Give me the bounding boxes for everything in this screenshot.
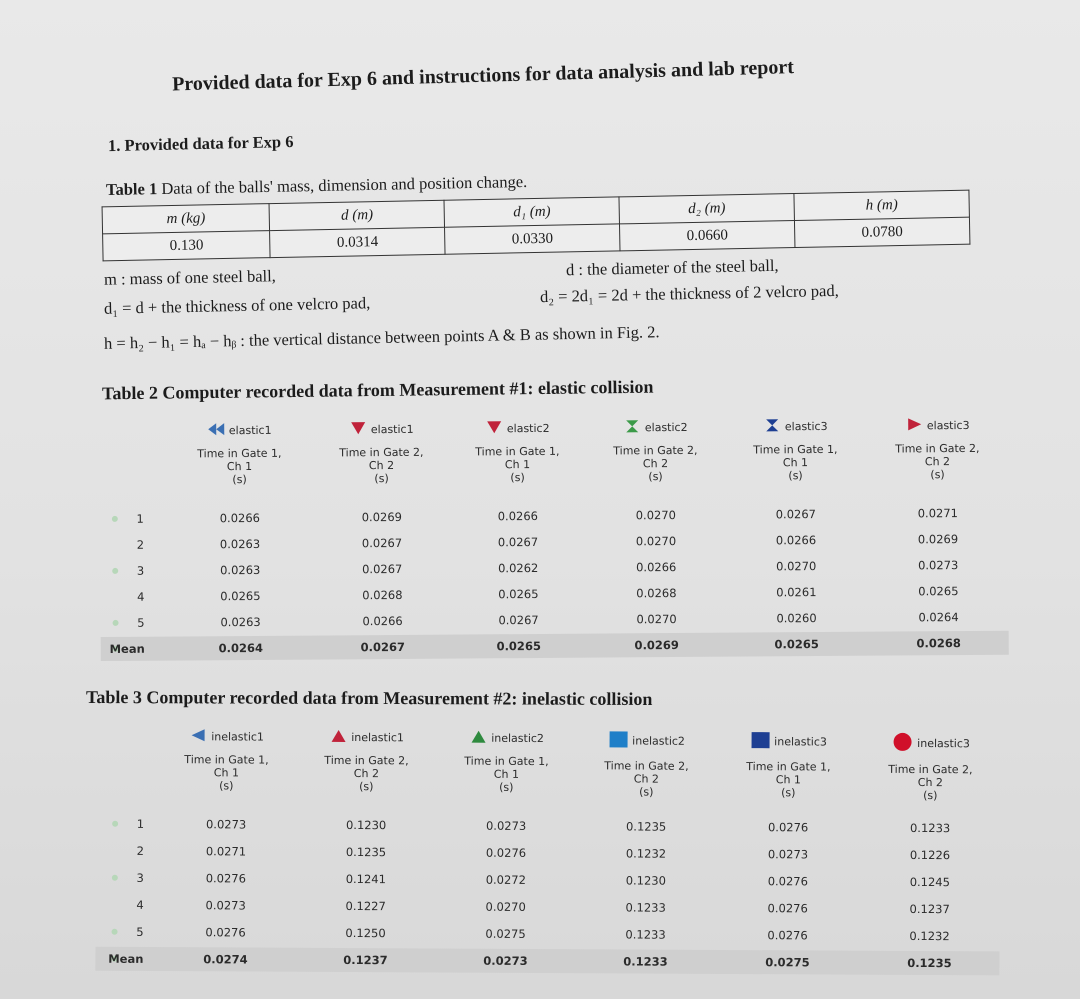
table-cell: 0.0270 (635, 534, 677, 549)
column-header (179, 422, 299, 487)
column-label-line: (s) (923, 789, 938, 803)
table-cell: 0.1233 (623, 954, 668, 969)
table-cell: 0.0274 (203, 952, 248, 967)
column-header (728, 731, 848, 800)
table-cell: 0.1235 (625, 819, 667, 834)
legend-entry (877, 417, 997, 435)
row-index: 1 (136, 816, 145, 831)
table-cell: 0.1250 (345, 926, 386, 941)
column-label-line: (s) (781, 786, 796, 800)
column-label-line: (s) (499, 780, 514, 794)
table-row (96, 839, 1000, 868)
column-label (321, 446, 441, 486)
table2-caption-text: Computer recorded data from Measurement #1: elastic collision (157, 376, 654, 403)
column-label-line: Time in Gate 1, (184, 753, 269, 767)
legend-entry (321, 421, 441, 439)
legend-label: elastic1 (370, 422, 414, 437)
column-label-line: (s) (648, 470, 663, 484)
table-cell: 0.0271 (917, 506, 958, 521)
table1-cell: 0.0330 (445, 224, 620, 254)
legend-entry (307, 729, 427, 747)
column-label-line: (s) (232, 473, 247, 487)
table-row (100, 527, 1008, 557)
table1-caption (106, 172, 528, 200)
column-label-line: Time in Gate 2, (604, 759, 689, 773)
row-index: 5 (137, 615, 145, 630)
row-index: 3 (136, 563, 145, 578)
legend-label: elastic1 (228, 423, 272, 438)
table-cell: 0.1226 (909, 847, 951, 863)
table-cell: 0.0265 (498, 586, 539, 602)
legend-label: elastic2 (644, 420, 688, 435)
table-row (96, 920, 1000, 949)
note-d1: d₁ = d + the thickness of one velcro pad, (103, 293, 371, 318)
table-cell: 0.0265 (918, 584, 959, 599)
column-label (179, 447, 299, 487)
column-label-line: (s) (219, 779, 234, 793)
legend-entry (595, 419, 715, 437)
column-header (306, 729, 426, 794)
table-cell: 0.1233 (625, 927, 666, 942)
table-cell: 0.0270 (636, 612, 677, 627)
table-cell: 0.1233 (909, 820, 951, 836)
row-index: 1 (136, 511, 144, 526)
column-label-line: Ch 1 (782, 456, 809, 470)
column-label-line: Ch 2 (924, 455, 951, 469)
table-row (96, 866, 1000, 895)
column-label-line: (s) (510, 471, 525, 485)
table1-header: d₂ (m) (619, 194, 794, 224)
table-cell: 0.0264 (218, 640, 263, 656)
table-row (100, 553, 1008, 583)
column-label-line: Time in Gate 1, (753, 442, 838, 457)
column-label-line: Ch 1 (775, 773, 801, 787)
legend-label: inelastic1 (211, 730, 264, 744)
triangle-up-icon (469, 730, 487, 747)
table-cell: 0.0268 (916, 636, 961, 651)
column-label-line: Ch 2 (353, 767, 380, 781)
table1-header: d (m) (269, 200, 444, 230)
row-index: 3 (136, 870, 144, 885)
table-cell: 0.1230 (345, 818, 387, 833)
table-cell: 0.0267 (497, 534, 539, 550)
table-cell: 0.0268 (636, 586, 677, 601)
row-index: 2 (136, 843, 145, 858)
table1-header: d₁ (m) (444, 197, 619, 227)
column-label-line: Time in Gate 2, (613, 443, 698, 458)
legend-label: inelastic2 (491, 731, 544, 746)
column-label (728, 760, 848, 800)
table-cell: 0.1237 (343, 952, 388, 968)
legend-label: elastic2 (506, 421, 550, 436)
table-cell: 0.0265 (220, 588, 261, 604)
legend-entry (447, 730, 567, 748)
table-cell: 0.0267 (775, 507, 816, 522)
table-cell: 0.0268 (362, 587, 403, 603)
table-cell: 0.1227 (345, 899, 386, 914)
table-cell: 0.1235 (907, 955, 952, 971)
note-mass: m : mass of one steel ball, (103, 266, 277, 289)
table-cell: 0.0267 (361, 535, 403, 551)
circle-icon (891, 732, 913, 755)
table-cell: 0.0276 (767, 820, 809, 835)
table2-caption-label: Table 2 (101, 382, 158, 404)
column-label-line: Time in Gate 1, (746, 760, 831, 774)
table1-header: m (kg) (102, 204, 270, 234)
row-index: 4 (137, 589, 145, 604)
table3-caption-label: Table 3 (85, 687, 142, 708)
column-header (877, 417, 997, 482)
column-header (446, 730, 566, 795)
table-cell: 0.0265 (496, 638, 541, 654)
column-label (735, 443, 855, 483)
column-label-line: Ch 2 (368, 458, 395, 473)
table-cell: 0.0266 (636, 560, 677, 575)
table-cell: 0.0270 (776, 559, 817, 574)
table-cell: 0.0269 (361, 509, 403, 525)
column-label-line: Time in Gate 2, (339, 445, 424, 460)
legend-label: inelastic3 (774, 735, 827, 749)
column-label-line: Time in Gate 1, (475, 444, 560, 459)
row-index: Mean (108, 951, 144, 966)
table-row (100, 501, 1008, 531)
document-title: Provided data for Exp 6 and instructions for data analysis and lab report (171, 56, 795, 96)
table-cell: 0.0263 (219, 536, 261, 552)
column-label-line: Time in Gate 1, (464, 754, 549, 769)
table-row (95, 947, 999, 976)
table1-cell: 0.0780 (795, 217, 970, 247)
column-label-line: (s) (639, 785, 654, 799)
table-cell: 0.0266 (497, 508, 539, 524)
table-cell: 0.0276 (767, 874, 809, 889)
column-label-line: Ch 1 (226, 459, 253, 474)
table-cell: 0.1235 (345, 845, 387, 860)
column-header (166, 728, 286, 793)
table-cell: 0.0267 (360, 639, 405, 655)
row-index: 5 (136, 924, 144, 939)
table1-caption-label: Table 1 (105, 179, 158, 200)
table-cell: 0.0269 (634, 637, 679, 653)
table-cell: 0.1245 (909, 874, 950, 890)
table-row (101, 631, 1009, 661)
table1-cell: 0.0314 (270, 227, 445, 257)
legend-label: inelastic2 (632, 734, 685, 748)
row-index: 4 (136, 897, 144, 912)
column-label-line: Time in Gate 2, (324, 753, 409, 768)
column-label-line: Ch 2 (633, 772, 659, 786)
table-cell: 0.0263 (220, 562, 261, 578)
legend-label: inelastic3 (917, 736, 970, 751)
table-row (96, 812, 1000, 841)
table1-cell: 0.130 (103, 231, 271, 261)
column-label (877, 442, 997, 482)
table-cell: 0.1232 (909, 928, 950, 944)
column-label-line: Time in Gate 2, (888, 762, 973, 777)
legend-label: elastic3 (926, 418, 970, 433)
table-cell: 0.1237 (909, 901, 950, 917)
table-cell: 0.0273 (485, 818, 527, 833)
column-label (166, 753, 286, 793)
table-cell: 0.0273 (205, 817, 247, 832)
note-d2: d₂ = 2d₁ = 2d + the thickness of 2 velcro pad, (539, 280, 839, 307)
table-row (96, 893, 1000, 922)
table-cell: 0.0265 (774, 637, 819, 652)
column-label (457, 445, 577, 485)
section-heading: 1. Provided data for Exp 6 (107, 131, 294, 156)
hourglass-icon (623, 419, 641, 436)
table1-header: h (m) (794, 190, 969, 220)
square-icon (608, 730, 628, 751)
column-header (735, 418, 855, 483)
column-header (595, 419, 715, 484)
table-cell: 0.0273 (767, 847, 809, 862)
column-header (457, 420, 577, 485)
row-index: 2 (136, 537, 145, 552)
square-icon (750, 731, 770, 752)
column-label-line: (s) (359, 780, 374, 794)
table-cell: 0.0263 (220, 614, 261, 630)
legend-label: elastic3 (784, 419, 828, 434)
triangle-down-icon (485, 420, 503, 437)
column-label-line: Ch 1 (493, 767, 520, 781)
table-cell: 0.1233 (625, 900, 666, 915)
table-cell: 0.0272 (485, 872, 527, 887)
legend-label: inelastic1 (351, 731, 404, 745)
table-cell: 0.0266 (362, 613, 403, 629)
table-cell: 0.0276 (485, 845, 527, 860)
note-height: h = h₂ − h₁ = hₐ − hᵦ : the vertical distance between points A & B as shown in Fig. 2. (103, 322, 660, 353)
table-cell: 0.0267 (362, 561, 403, 577)
hourglass-icon (763, 418, 781, 435)
legend-entry (871, 732, 991, 756)
column-label-line: (s) (374, 472, 389, 486)
column-label-line: Time in Gate 2, (895, 441, 980, 456)
table-cell: 0.0273 (918, 558, 959, 573)
table-row (100, 605, 1008, 635)
note-diameter: d : the diameter of the steel ball, (565, 255, 779, 280)
table-cell: 0.0270 (485, 899, 526, 914)
table-cell: 0.0276 (205, 871, 247, 886)
table1-caption-text: Data of the balls' mass, dimension and position change. (157, 171, 528, 199)
column-label-line: (s) (930, 468, 945, 482)
table-cell: 0.0267 (498, 612, 539, 628)
table-cell: 0.0276 (767, 901, 808, 916)
legend-entry (179, 422, 299, 440)
table-cell: 0.0275 (485, 926, 526, 941)
table-cell: 0.1241 (345, 872, 387, 887)
table1 (102, 190, 971, 262)
table-cell: 0.0271 (205, 844, 247, 859)
column-header (321, 421, 441, 486)
table-cell: 0.0275 (765, 955, 810, 970)
table3-caption-text: Computer recorded data from Measurement #2: inelastic collision (141, 687, 653, 709)
column-label (870, 763, 990, 803)
column-header (870, 732, 990, 803)
table1-cell: 0.0660 (620, 221, 795, 251)
column-label (586, 759, 706, 799)
column-label (306, 754, 426, 794)
table-cell: 0.0264 (918, 610, 959, 625)
triangle-down-icon (349, 421, 367, 438)
table-cell: 0.1230 (625, 873, 667, 888)
legend-entry (587, 730, 707, 752)
column-label-line: Time in Gate 1, (197, 446, 282, 461)
column-label (595, 444, 715, 484)
legend-entry (457, 420, 577, 438)
table-cell: 0.0266 (219, 510, 261, 526)
table-cell: 0.0276 (205, 925, 246, 940)
column-label-line: Ch 1 (504, 458, 531, 472)
table-cell: 0.0276 (767, 928, 808, 943)
triangle-right-icon (905, 417, 923, 434)
table-cell: 0.0262 (498, 560, 539, 576)
table-cell: 0.0266 (775, 533, 817, 548)
triangle-up-icon (329, 729, 347, 746)
column-label-line: Ch 2 (917, 775, 943, 790)
legend-entry (729, 731, 849, 753)
table-cell: 0.0261 (776, 585, 817, 600)
table2 (99, 417, 980, 663)
column-header (586, 730, 706, 799)
column-label (446, 755, 566, 795)
triangle-left-icon (189, 728, 207, 745)
row-index: Mean (109, 641, 145, 656)
column-label-line: Ch 1 (213, 766, 240, 780)
legend-entry (167, 728, 287, 746)
table-cell: 0.0273 (205, 898, 246, 913)
table-row (100, 579, 1008, 609)
table3-caption (86, 687, 653, 710)
table-cell: 0.1232 (625, 846, 667, 861)
table-cell: 0.0270 (635, 508, 677, 523)
column-label-line: (s) (788, 469, 803, 483)
table-cell: 0.0260 (776, 611, 817, 626)
table-cell: 0.0273 (483, 953, 528, 968)
bowtie-left-icon (207, 422, 225, 439)
table-cell: 0.0269 (917, 532, 959, 547)
table3 (95, 728, 976, 973)
table2-caption (102, 377, 654, 405)
column-label-line: Ch 2 (642, 457, 669, 471)
legend-entry (735, 418, 855, 436)
